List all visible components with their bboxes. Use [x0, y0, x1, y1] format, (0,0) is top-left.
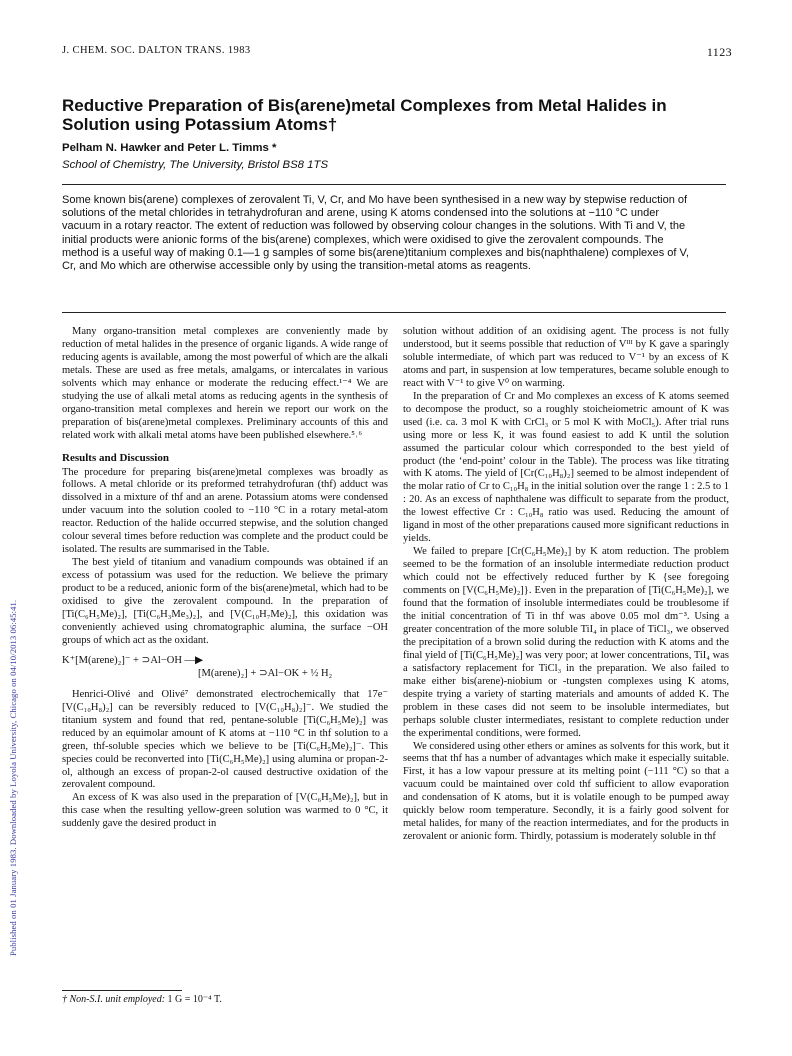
footnote-rule — [62, 990, 182, 991]
running-header — [62, 45, 732, 59]
article-title: Reductive Preparation of Bis(arene)metal Complexes from Metal Halides in Solution using Potassium Atoms† — [62, 96, 667, 134]
footnote-label: † Non-S.I. unit employed: — [62, 994, 166, 1005]
body-paragraph: We considered using other ethers or amines as solvents for this work, but it seems that thf has a number of advantages which make it especially suitable. First, it has a low vapour pressure at its melting point (−111 °C) so that a vacuum could be maintained over cold thf sufficient to allow evaporation and condensation of K atoms, but it is volatile enough to be pumped away quickly below room temperature. Secondly, it is a fairly good solvent for metal halides, for many of the reaction intermediates, and for the products in zerovalent or anionic form. Thirdly, potassium is moderately soluble in thf — [403, 740, 729, 843]
abstract-bottom-rule — [62, 312, 726, 313]
left-column — [62, 326, 388, 831]
body-paragraph: The procedure for preparing bis(arene)metal complexes was broadly as follows. A metal chloride or its preformed tetrahydrofuran (thf) adduct was dissolved in a mixture of thf and an arene. Potassium atoms were condensed under vacuum into the solution cooled to −110 °C in a rotary metal-atom reactor. Reduction of the halide occurred stepwise, and the solution changed colour several times before reduction was complete and the product could be isolated. The results are summarised in the Table. — [62, 466, 388, 556]
footnote-text: 1 G = 10⁻⁴ T. — [165, 994, 222, 1005]
body-paragraph: Henrici-Olivé and Olivé⁷ demonstrated electrochemically that 17e⁻ [V(C₁₀H₈)₂] can be reversibly reduced to [V(C₁₀H₈)₂]⁻. We studied the titanium system and found that red, pentane-soluble [Ti(C₆H₅Me)₂] was reduced by an equimolar amount of K atoms at −110 °C in thf solution to a green, thf-soluble species which we believe to be [Ti(C₆H₅Me)₂]⁻. This species could be reconverted into [Ti(C₆H₅Me)₂] using alumina or propan-2-ol, although an excess of propan-2-ol caused destructive oxidation of the zerovalent compound. — [62, 688, 388, 791]
download-watermark — [2, 176, 18, 956]
right-column — [403, 326, 729, 844]
abstract: Some known bis(arene) complexes of zerovalent Ti, V, Cr, and Mo have been synthesised in a new way by stepwise reduction of solutions of the metal chlorides in tetrahydrofuran and arene, using K atoms condensed into the solutions at −110 °C under vacuum in a rotary reactor. The extent of reduction was followed by observing colour changes in the solutions. With Ti and V, the initial products were anionic forms of the bis(arene) complexes, which were oxidised to give the zerovalent compounds. The method is a useful way of making 0.1—1 g samples of some bis(arene)titanium complexes and bis(naphthalene) complexes of V, Cr, and Mo which are otherwise accessible only by using the transition-metal atoms as reagents. — [62, 194, 689, 273]
footnote — [62, 994, 222, 1005]
page-number: 1123 — [706, 45, 732, 59]
intro-paragraph: Many organo-transition metal complexes are conveniently made by reduction of metal halides in the presence of organic ligands. A wide range of reducing agents is available, among the most powerful of which are the alkali metals. These are used as free metals, amalgams, or intercalates in various solvents which may enhance or moderate the reducing effect.¹⁻⁴ We are studying the use of alkali metal atoms as reducing agents in the synthesis of organo-transition metal complexes and herein we report our work on the preparation of bis(arene)metal complexes. Preliminary accounts of this and related work with alkali metal atoms have been published elsewhere.⁵˒⁶ — [62, 326, 388, 441]
body-paragraph: We failed to prepare [Cr(C₆H₅Me)₂] by K atom reduction. The problem seemed to be the formation of an insoluble intermediate reduction product which could not be effectively reduced further by K {see foregoing comments on [V(C₆H₅Me)₂]}. Even in the preparation of [Ti(C₆H₅Me)₂], we found that the formation of insoluble intermediates could be troublesome if the initial concentration of Ti in thf was above 0.05 mol dm⁻³. Using a greater concentration of the more soluble TiI₄ in place of TiCl₃, we observed the precipitation of a brown solid during the reduction with K atoms and the final yield of [Ti(C₆H₅Me)₂] was very poor; at lower concentrations, TiI₄ was a satisfactory replacement for TiCl₃ in the preparation. We also failed to make either bis(arene)-niobium or -tungsten complexes using K atoms, despite trying a variety of starting materials and amounts of added K. The problem in these cases did not seem to be insoluble intermediates, but perhaps soluble cluster intermediates, resistant to complete reduction under the experimental conditions, were formed. — [403, 546, 729, 739]
affiliation: School of Chemistry, The University, Bristol BS8 1TS — [62, 159, 329, 171]
equation-line-2: [M(arene)₂] + ⊃Al−OK + ½ H₂ — [198, 667, 333, 679]
body-paragraph: The best yield of titanium and vanadium compounds was obtained if an excess of potassium was used for the reduction. We believe the primary product to be a reduced, anionic form of the bis(arene)metal, which had to be oxidised to give the zerovalent compound. In the preparation of [Ti(C₆H₅Me)₂], [Ti(C₆H₃Me₃)₂], and [V(C₁₀H₇Me)₂], this oxidation was conveniently achieved using chromatographic alumina, the surface −OH groups of which act as the oxidant. — [62, 557, 388, 646]
equation-line-1: K⁺[M(arene)₂]⁻ + ⊃Al−OH —▶ — [62, 654, 204, 666]
journal-citation: J. CHEM. SOC. DALTON TRANS. 1983 — [62, 45, 251, 56]
abstract-top-rule — [62, 184, 726, 185]
authors: Pelham N. Hawker and Peter L. Timms * — [62, 142, 277, 154]
section-heading: Results and Discussion — [62, 451, 169, 464]
body-paragraph: An excess of K was also used in the preparation of [V(C₆H₅Me)₂], but in this case when the resulting yellow-green solution was warmed to 0 °C, it suddenly gave the desired product in — [62, 792, 388, 830]
download-watermark-text: Published on 01 January 1983. Downloaded by Loyola University, Chicago on 04/10/2013 06:45:41. — [8, 599, 18, 956]
body-paragraph: solution without addition of an oxidising agent. The process is not fully understood, but it seems possible that reduction of Vᴵᴵᴵ by K gave a sparingly soluble intermediate, of which part was reduced to V⁻¹ by an excess of K atoms and part, in suspension at low temperatures, became soluble enough to react with V⁻¹ to give V⁰ on warming. — [403, 326, 729, 389]
body-paragraph: In the preparation of Cr and Mo complexes an excess of K atoms seemed to decompose the product, so a roughly stoicheiometric amount of K was used (i.e. ca. 3 mol K with CrCl₃ or 5 mol K with MoCl₅). After trial runs using more or less K, it was found easiest to add K until the solution assumed the particular colour which corresponded to the best yield of product (the ‘end-point’ colour in the Table). The process was like titrating with K atoms. The yield of [Cr(C₁₀H₈)₂] seemed to be almost independent of the molar ratio of Cr to C₁₀H₈ in the initial solution over the range 1 : 2.5 to 1 : 20. As an excess of naphthalene was difficult to separate from the product, the lowest effective Cr : C₁₀H₈ ratio was used. Reducing the amount of ligand in most of the other preparations caused more significant reductions in yields. — [403, 390, 729, 545]
